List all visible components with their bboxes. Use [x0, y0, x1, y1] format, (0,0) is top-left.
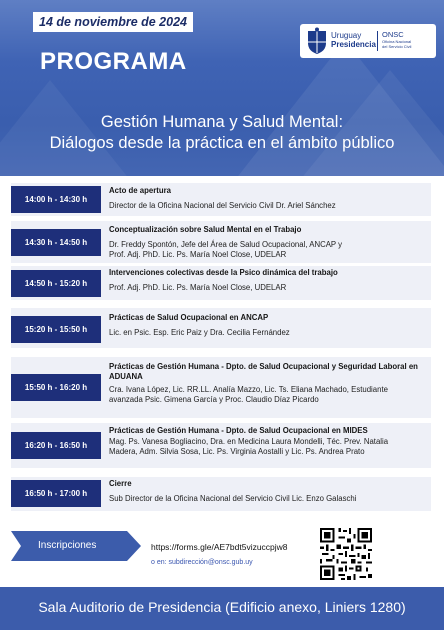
speaker-line: Lic. en Psic. Esp. Eric Paiz y Dra. Cecilia Fernández: [109, 328, 290, 337]
venue-text: Sala Auditorio de Presidencia (Edificio anexo, Liniers 1280): [38, 599, 406, 615]
schedule-row: [11, 221, 431, 263]
inscripciones-email[interactable]: o en: subdirección@onsc.gub.uy: [151, 559, 253, 566]
speaker-line: avanzada Psic. Gimena García y Proc. Claudio Díaz Picardo: [109, 395, 319, 404]
inscripciones-link[interactable]: https://forms.gle/AE7bdt5vizuccpjw8: [151, 542, 288, 552]
programa-heading: PROGRAMA: [40, 48, 187, 75]
inscripciones-label: Inscripciones: [38, 540, 97, 551]
session-content: [109, 313, 425, 338]
session-speakers: [109, 283, 425, 293]
schedule-row: [11, 357, 431, 418]
schedule-row: [11, 266, 431, 300]
session-speakers: [109, 328, 425, 338]
speaker-line: Director de la Oficina Nacional del Servicio Civil Dr. Ariel Sánchez: [109, 201, 336, 210]
schedule-row: [11, 477, 431, 511]
session-content: [109, 426, 425, 457]
session-title: Conceptualización sobre Salud Mental en el Trabajo: [109, 225, 302, 234]
speaker-line: Prof. Adj. PhD. Lic. Ps. María Noel Close, UDELAR: [109, 250, 287, 259]
speaker-line: Sub Director de la Oficina Nacional del Servicio Civil Lic. Enzo Galaschi: [109, 494, 357, 503]
uruguay-presidencia-text: [331, 31, 376, 49]
qr-code-icon[interactable]: [320, 528, 372, 580]
session-title: Intervenciones colectivas desde la Psico dinámica del trabajo: [109, 268, 338, 277]
session-speakers: [109, 494, 425, 504]
onsc-line1: Oficina Nacional: [382, 39, 412, 44]
schedule-row: [11, 423, 431, 468]
session-content: [109, 362, 425, 405]
onsc-label: ONSC: [382, 30, 404, 39]
schedule-row: [11, 183, 431, 216]
session-title: Cierre: [109, 479, 132, 488]
event-title: [0, 112, 444, 154]
event-title-line2: Diálogos desde la práctica en el ámbito público: [49, 134, 395, 152]
session-content: [109, 225, 425, 260]
header-banner: [0, 0, 444, 176]
speaker-line: Dr. Freddy Spontón, Jefe del Área de Salud Ocupacional, ANCAP y: [109, 240, 343, 249]
time-slot: 14:00 h - 14:30 h: [11, 186, 101, 213]
time-slot: 14:50 h - 15:20 h: [11, 270, 101, 297]
logo-divider: [377, 31, 378, 51]
onsc-line2: del Servicio Civil: [382, 43, 412, 49]
session-title: Prácticas de Salud Ocupacional en ANCAP: [109, 313, 269, 322]
session-content: [109, 186, 425, 211]
time-slot: 15:20 h - 15:50 h: [11, 316, 101, 343]
presidencia-onsc-logo: [300, 24, 436, 58]
session-speakers: [109, 385, 425, 405]
uruguay-seal-icon: [306, 27, 328, 55]
event-title-line1: Gestión Humana y Salud Mental:: [100, 113, 344, 131]
speaker-line: Madera, Adm. Silvia Sosa, Lic. Ps. Virginia Aostalli y Lic. Ps. Andrea Prato: [109, 447, 365, 456]
session-speakers: [109, 240, 425, 260]
uruguay-label: Uruguay: [331, 31, 362, 40]
session-title: Prácticas de Gestión Humana - Dpto. de Salud Ocupacional en MIDES: [109, 426, 368, 435]
schedule-row: [11, 308, 431, 348]
time-slot: 15:50 h - 16:20 h: [11, 374, 101, 401]
speaker-line: Mag. Ps. Vanesa Bogliacino, Dra. en Medicina Laura Mondelli, Téc. Prev. Natalia: [109, 437, 389, 446]
presidencia-label: Presidencia: [331, 40, 376, 49]
speaker-line: Cra. Ivana López, Lic. RR.LL. Analía Mazzo, Lic. Ts. Eliana Machado, Estudiante: [109, 385, 388, 394]
time-slot: 16:50 h - 17:00 h: [11, 480, 101, 507]
onsc-text: [382, 31, 411, 49]
session-content: [109, 479, 425, 504]
time-slot: 16:20 h - 16:50 h: [11, 432, 101, 459]
session-speakers: [109, 201, 425, 211]
session-title: Acto de apertura: [109, 186, 171, 195]
footer-banner: [0, 587, 444, 630]
session-speakers: [109, 437, 425, 457]
session-content: [109, 268, 425, 293]
date-badge: 14 de noviembre de 2024: [33, 12, 193, 32]
time-slot: 14:30 h - 14:50 h: [11, 229, 101, 256]
speaker-line: Prof. Adj. PhD. Lic. Ps. María Noel Close, UDELAR: [109, 283, 287, 292]
session-title: Prácticas de Gestión Humana - Dpto. de Salud Ocupacional y Seguridad Laboral en ADUANA: [109, 362, 418, 381]
